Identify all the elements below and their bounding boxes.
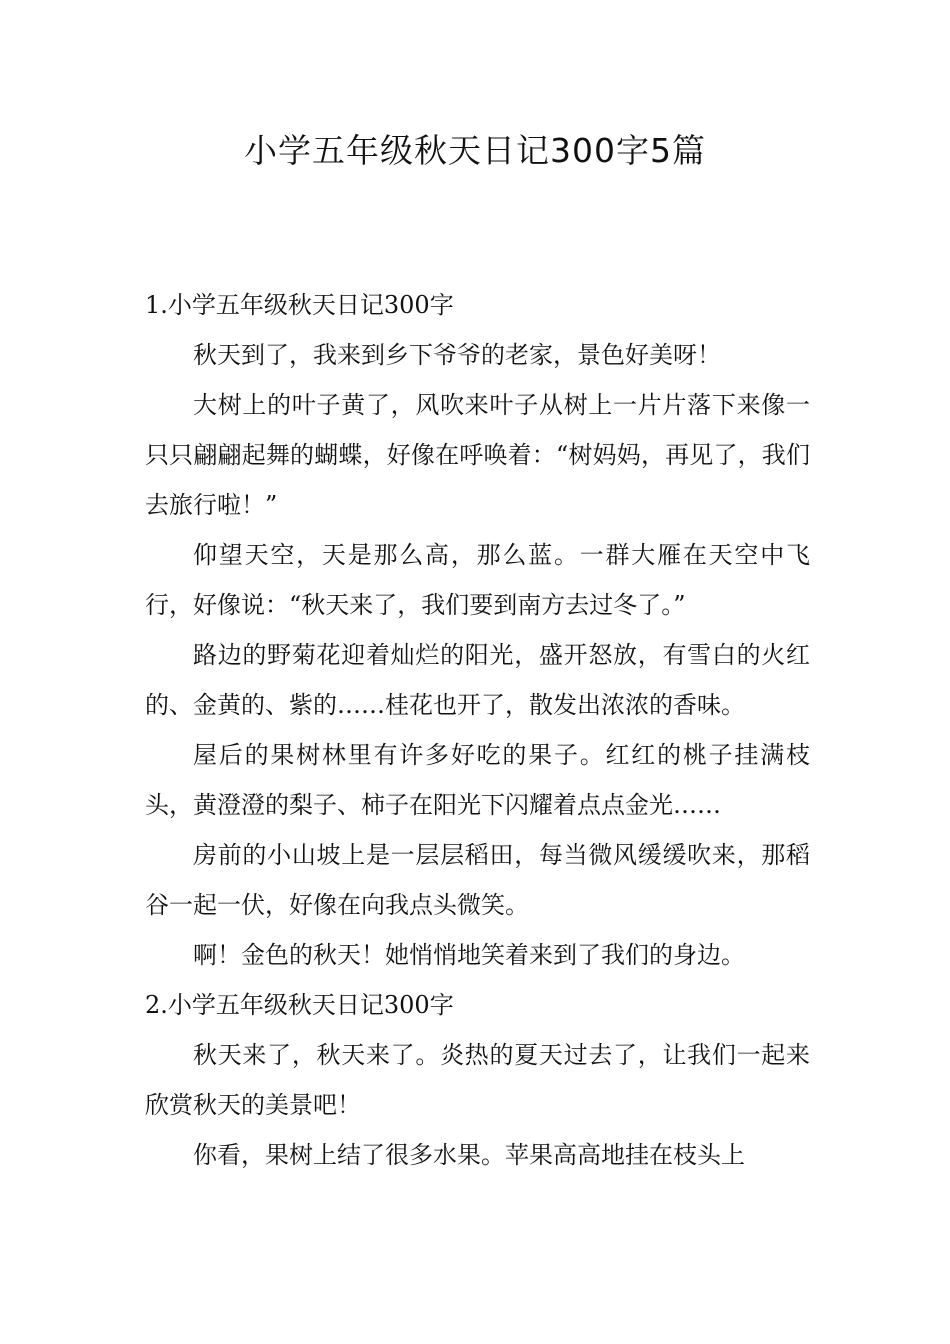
diary-section-1 (145, 280, 810, 980)
paragraph: 房前的小山坡上是一层层稻田，每当微风缓缓吹来，那稻谷一起一伏，好像在向我点头微笑。 (145, 841, 810, 919)
paragraph: 啊！金色的秋天！她悄悄地笑着来到了我们的身边。 (193, 941, 745, 969)
paragraph: 你看，果树上结了很多水果。苹果高高地挂在枝头上 (193, 1141, 745, 1169)
paragraph: 秋天来了，秋天来了。炎热的夏天过去了，让我们一起来欣赏秋天的美景吧！ (145, 1041, 810, 1119)
paragraph: 仰望天空，天是那么高，那么蓝。一群大雁在天空中飞行，好像说：“秋天来了，我们要到南方去过冬了。” (145, 541, 810, 619)
document-title: 小学五年级秋天日记300字5篇 (244, 131, 706, 170)
section-heading: 2.小学五年级秋天日记300字 (145, 991, 454, 1019)
paragraph: 秋天到了，我来到乡下爷爷的老家，景色好美呀！ (193, 341, 721, 369)
document-body (145, 280, 810, 1180)
paragraph: 路边的野菊花迎着灿烂的阳光，盛开怒放，有雪白的火红的、金黄的、紫的……桂花也开了，散发出浓浓的香味。 (145, 641, 810, 719)
paragraph: 大树上的叶子黄了，风吹来叶子从树上一片片落下来像一只只翩翩起舞的蝴蝶，好像在呼唤着：“树妈妈，再见了，我们去旅行啦！” (145, 391, 810, 519)
paragraph: 屋后的果树林里有许多好吃的果子。红红的桃子挂满枝头，黄澄澄的梨子、柿子在阳光下闪耀着点点金光…… (145, 741, 810, 819)
diary-section-2 (145, 980, 810, 1180)
section-heading: 1.小学五年级秋天日记300字 (145, 291, 454, 319)
